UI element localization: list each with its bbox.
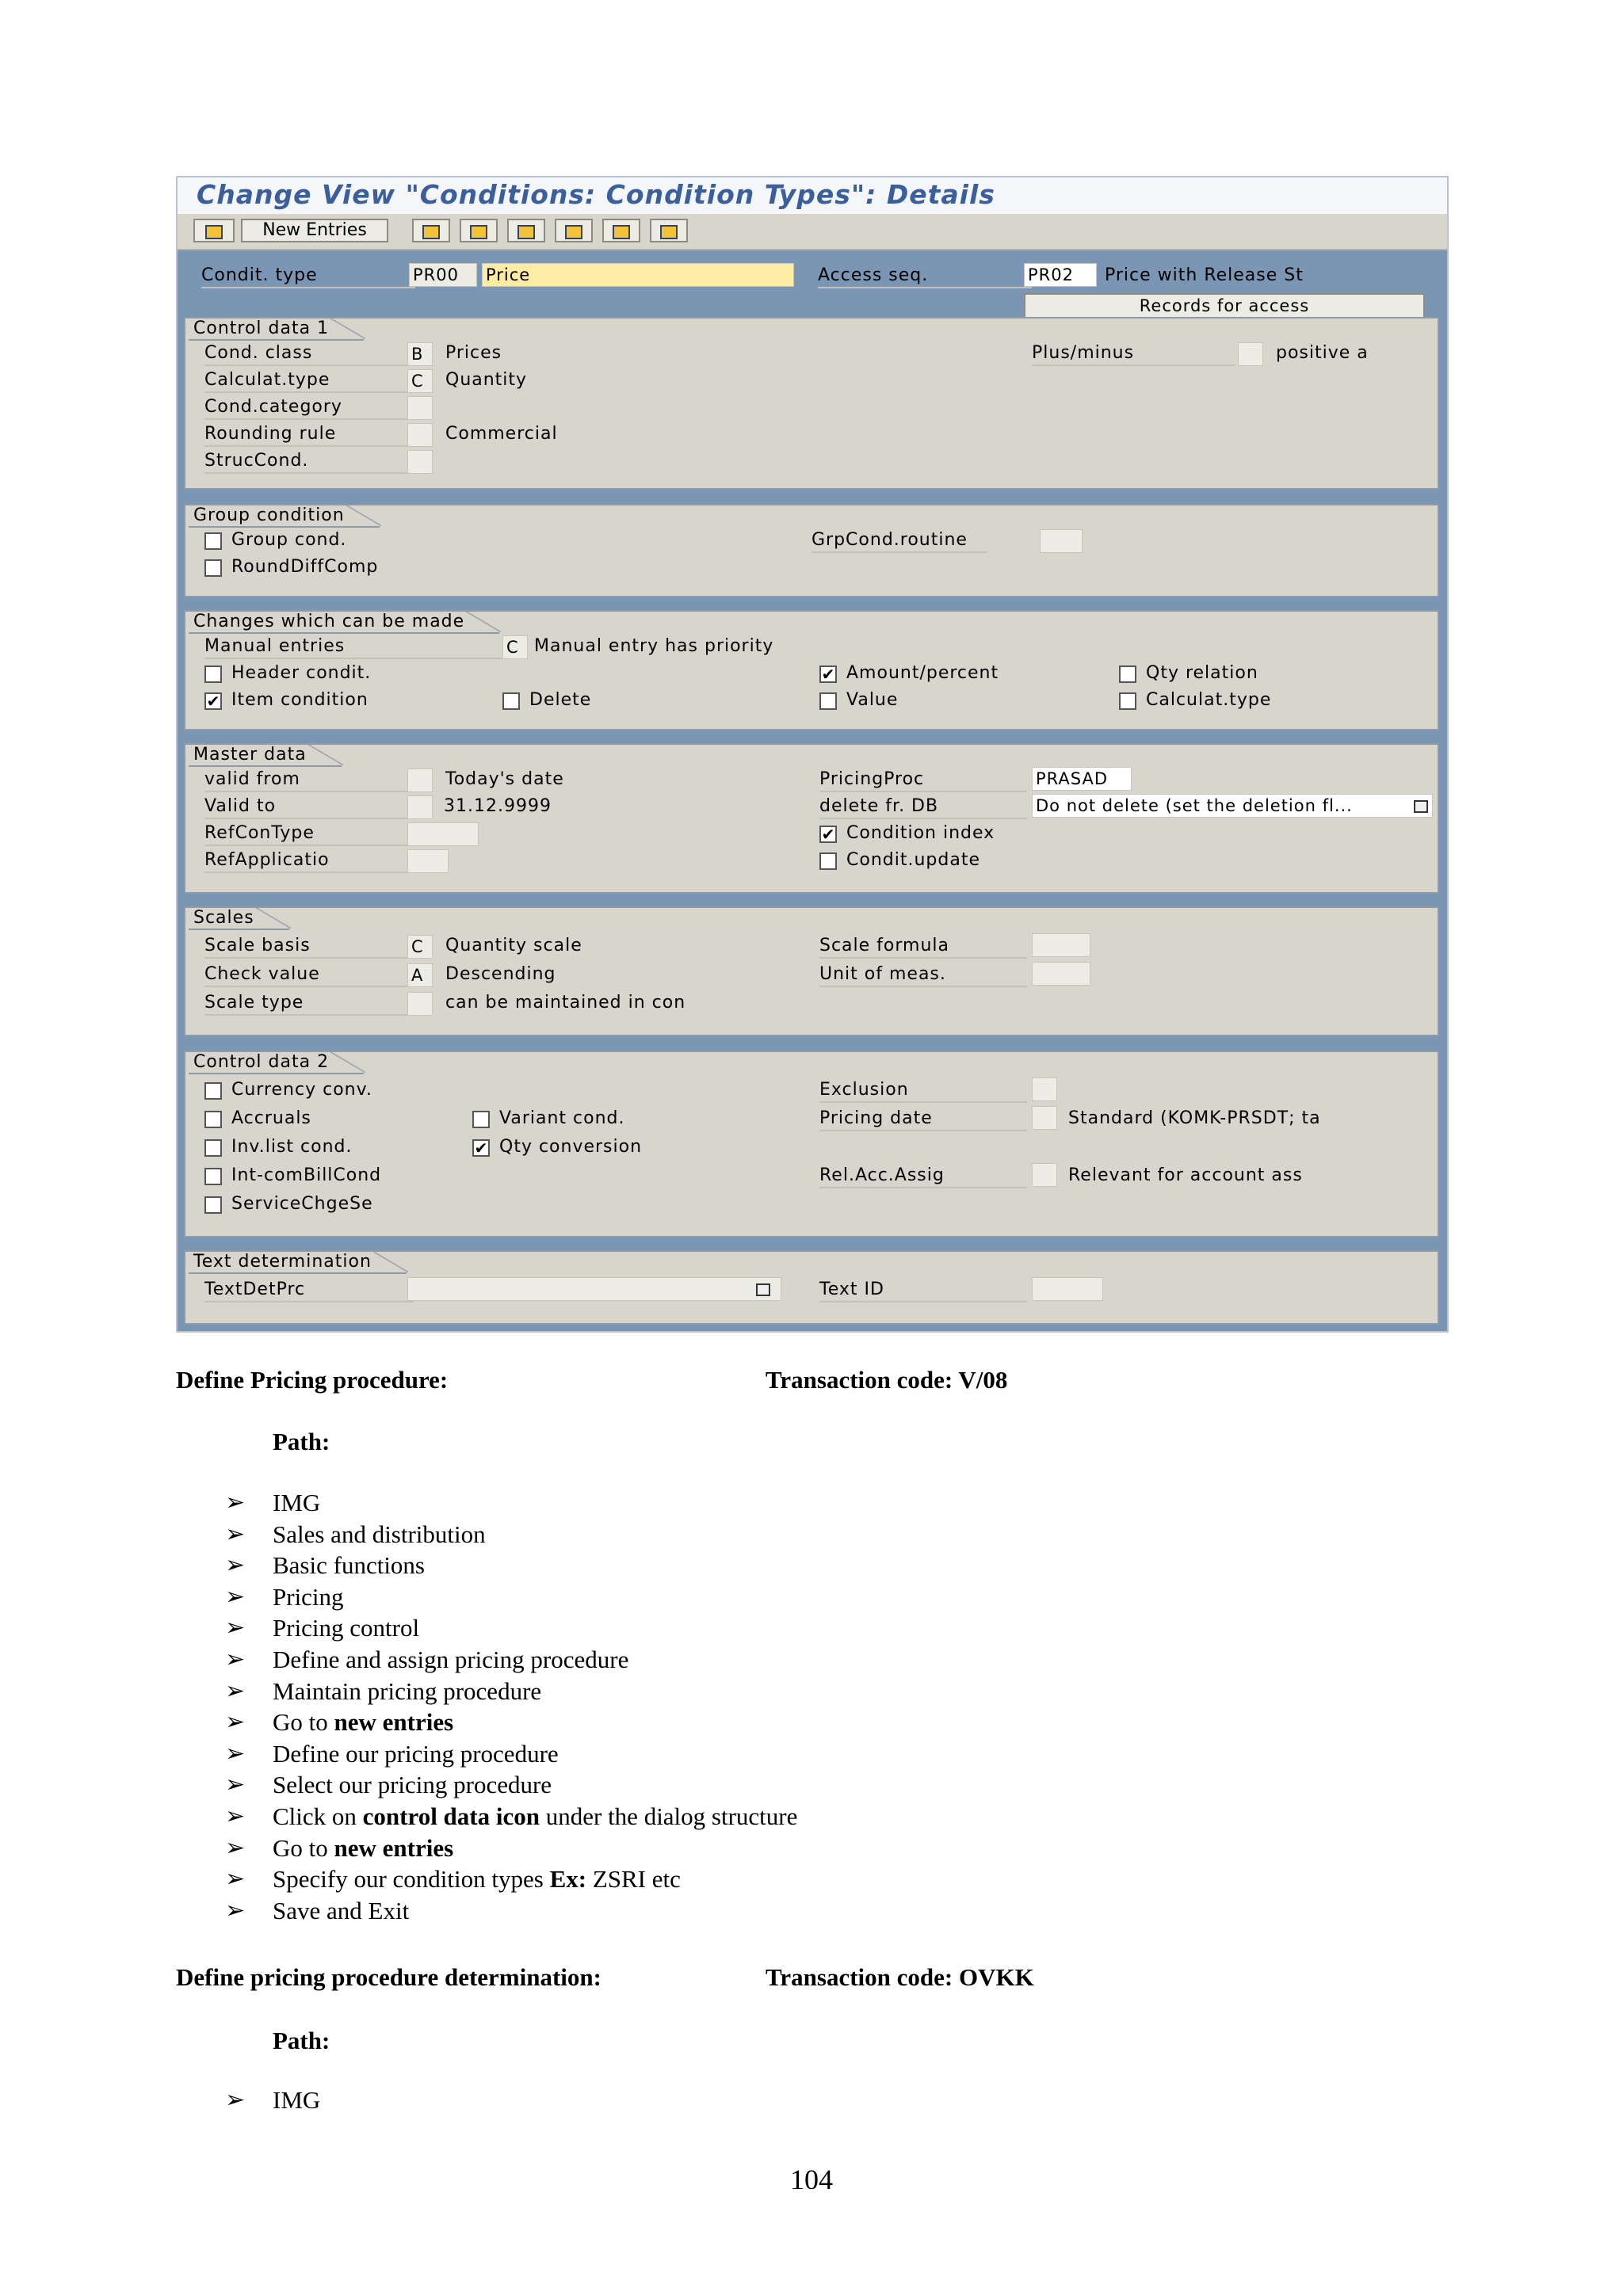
path-step-item — [273, 1520, 486, 1550]
group-title: Changes which can be made — [189, 612, 499, 634]
valid-from-field[interactable] — [407, 769, 433, 792]
valid-to-text: 31.12.9999 — [444, 796, 552, 816]
refcontype-label: RefConType — [204, 822, 414, 846]
path-step-item — [273, 1770, 552, 1800]
manual-entries-label: Manual entries — [204, 635, 509, 659]
text-id-label: Text ID — [819, 1279, 1027, 1302]
delete-fr-db-dropdown[interactable]: Do not delete (set the deletion fl... — [1032, 794, 1433, 818]
header-condit-checkbox[interactable] — [204, 666, 222, 683]
service-chge-se-checkbox[interactable] — [204, 1196, 222, 1214]
new-entries-button[interactable]: New Entries — [241, 219, 388, 242]
previous-entry-button[interactable] — [555, 219, 593, 242]
accruals-checkbox[interactable] — [204, 1111, 222, 1128]
inv-list-cond-checkbox[interactable] — [204, 1139, 222, 1157]
delete-fr-db-label: delete fr. DB — [819, 795, 1027, 819]
condition-type-header — [178, 250, 1447, 315]
scale-basis-label: Scale basis — [204, 935, 414, 959]
valid-from-label: valid from — [204, 769, 414, 792]
bullet-arrow-icon: ➢ — [225, 1677, 246, 1704]
rel-acc-assig-field[interactable] — [1032, 1163, 1057, 1187]
path-step-text: Pricing control — [273, 1614, 420, 1642]
qty-relation-checkbox[interactable] — [1119, 666, 1136, 683]
check-value-field[interactable]: A — [407, 963, 433, 987]
textdetprc-label: TextDetPrc — [204, 1279, 414, 1302]
control-data-2-group — [184, 1051, 1439, 1238]
condit-update-label: Condit.update — [846, 850, 980, 870]
accruals-label: Accruals — [231, 1108, 311, 1128]
bullet-arrow-icon: ➢ — [225, 1615, 246, 1642]
path-step-bold-text: control data icon — [362, 1802, 540, 1830]
master-data-group — [184, 743, 1439, 894]
cond-class-label: Cond. class — [204, 342, 414, 366]
rounding-rule-label: Rounding rule — [204, 423, 414, 447]
path-step-text: IMG — [273, 2086, 321, 2114]
unit-of-meas-label: Unit of meas. — [819, 963, 1027, 987]
valid-to-field[interactable] — [407, 795, 433, 819]
copy-icon — [422, 225, 440, 239]
records-for-access-button[interactable]: Records for access — [1024, 293, 1425, 318]
grpcond-routine-field[interactable] — [1040, 529, 1083, 553]
path-step-text: Maintain pricing procedure — [273, 1676, 542, 1705]
path-step-text: Sales and distribution — [273, 1520, 486, 1548]
condit-type-label: Condit. type — [201, 265, 415, 288]
cond-category-label: Cond.category — [204, 396, 414, 420]
exclusion-label: Exclusion — [819, 1079, 1027, 1103]
calculat-type-label: Calculat.type — [204, 369, 414, 393]
application-toolbar — [178, 214, 1447, 250]
text-id-field[interactable] — [1032, 1277, 1103, 1301]
cond-class-field[interactable]: B — [407, 342, 433, 366]
window-titlebar — [178, 177, 1447, 215]
pencil-glasses-icon — [205, 225, 223, 239]
valid-from-text: Today's date — [445, 769, 564, 789]
item-condition-label: Item condition — [231, 690, 369, 710]
group-cond-label: Group cond. — [231, 530, 347, 550]
calculat-type-checkbox[interactable] — [1119, 692, 1136, 710]
scale-basis-text: Quantity scale — [445, 936, 582, 955]
bullet-arrow-icon: ➢ — [225, 1740, 246, 1767]
path-step-item — [273, 1707, 453, 1737]
group-title: Text determination — [189, 1252, 407, 1274]
path-step-item — [273, 2085, 320, 2115]
plus-minus-field[interactable] — [1238, 342, 1263, 366]
page-number: 104 — [790, 2164, 833, 2195]
path-step-text: Pricing — [273, 1582, 344, 1611]
select-all-button[interactable] — [650, 219, 688, 242]
scales-group — [184, 906, 1439, 1036]
section1-transaction-code: Transaction code: V/08 — [766, 1366, 1008, 1394]
group-condition-group — [184, 504, 1439, 597]
bullet-arrow-icon: ➢ — [225, 1897, 246, 1924]
int-com-bill-cond-checkbox[interactable] — [204, 1168, 222, 1185]
path-step-item — [273, 1645, 628, 1675]
calculat-type-field[interactable]: C — [407, 369, 433, 393]
group-title: Scales — [189, 908, 289, 930]
path-step-item — [273, 1739, 559, 1769]
manual-entries-text: Manual entry has priority — [534, 636, 774, 656]
exclusion-field[interactable] — [1032, 1077, 1057, 1101]
refapplicatio-label: RefApplicatio — [204, 849, 414, 873]
select-all-icon — [660, 225, 678, 239]
cond-class-text: Prices — [445, 343, 502, 363]
bullet-arrow-icon: ➢ — [225, 1646, 246, 1672]
group-title: Master data — [189, 745, 342, 767]
section1-title: Define Pricing procedure: — [176, 1366, 449, 1394]
pricing-date-field[interactable] — [1032, 1106, 1057, 1130]
path-step-item — [273, 1676, 541, 1707]
qty-relation-label: Qty relation — [1146, 663, 1258, 683]
group-cond-checkbox[interactable] — [204, 532, 222, 550]
path-step-text: Go to — [273, 1833, 334, 1862]
condit-type-code-field[interactable]: PR00 — [409, 263, 477, 287]
path-step-text: Click on — [273, 1802, 363, 1830]
path-step-text: Save and Exit — [273, 1896, 410, 1924]
pricingproc-label: PricingProc — [819, 769, 1027, 792]
header-condit-label: Header condit. — [231, 663, 372, 683]
path-step-item — [273, 1550, 425, 1581]
plus-minus-label: Plus/minus — [1032, 342, 1235, 366]
search-help-icon[interactable] — [756, 1283, 770, 1296]
rounding-rule-field[interactable] — [407, 423, 433, 447]
condit-type-name-field[interactable]: Price — [482, 263, 794, 287]
undo-icon — [517, 225, 535, 239]
next-entry-icon — [613, 225, 630, 239]
grpcond-routine-label: GrpCond.routine — [812, 529, 987, 553]
amount-percent-label: Amount/percent — [846, 663, 999, 683]
scale-type-label: Scale type — [204, 992, 414, 1016]
round-diff-comp-label: RoundDiffComp — [231, 557, 379, 577]
refcontype-field[interactable] — [407, 822, 479, 846]
sap-screenshot — [176, 176, 1449, 1333]
variant-cond-label: Variant cond. — [499, 1108, 625, 1128]
struc-cond-field[interactable] — [407, 450, 433, 474]
service-chge-se-label: ServiceChgeSe — [231, 1194, 373, 1214]
calculat-type-check-label: Calculat.type — [1146, 690, 1272, 710]
group-title: Control data 1 — [189, 318, 364, 341]
struc-cond-label: StrucCond. — [204, 450, 414, 474]
bullet-arrow-icon: ➢ — [225, 1520, 246, 1547]
path-step-text: Define and assign pricing procedure — [273, 1646, 629, 1673]
path-step-item — [273, 1896, 409, 1926]
text-determination-group — [184, 1250, 1439, 1325]
path-step-bold-text: new entries — [334, 1833, 454, 1862]
undo-change-button[interactable] — [507, 219, 545, 242]
pricing-date-text: Standard (KOMK-PRSDT; ta — [1068, 1108, 1321, 1128]
bullet-arrow-icon: ➢ — [225, 1583, 246, 1610]
condit-update-checkbox[interactable] — [819, 852, 837, 870]
bullet-arrow-icon: ➢ — [225, 1834, 246, 1861]
condition-index-label: Condition index — [846, 823, 995, 843]
path-step-item — [273, 1582, 344, 1612]
path-step-text-suffix: ZSRI etc — [586, 1865, 681, 1894]
item-condition-checkbox[interactable]: ✔ — [204, 692, 222, 710]
path-step-text: IMG — [273, 1489, 321, 1516]
display-change-button[interactable] — [193, 219, 235, 242]
unit-of-meas-field[interactable] — [1032, 962, 1090, 986]
amount-percent-checkbox[interactable]: ✔ — [819, 666, 837, 683]
path-step-text: Go to — [273, 1708, 334, 1737]
rounding-rule-text: Commercial — [445, 424, 558, 444]
access-seq-label: Access seq. — [818, 265, 1032, 288]
scale-type-text: can be maintained in con — [445, 993, 686, 1013]
bullet-arrow-icon: ➢ — [225, 1709, 246, 1736]
rel-acc-assig-text: Relevant for account ass — [1068, 1165, 1303, 1185]
pricingproc-field[interactable]: PRASAD — [1032, 767, 1132, 791]
check-value-label: Check value — [204, 963, 414, 987]
section1-path-label: Path: — [273, 1428, 330, 1455]
delete-icon — [470, 225, 487, 239]
path-step-text: Basic functions — [273, 1551, 425, 1580]
plus-minus-text: positive a — [1276, 343, 1369, 363]
path-step-item — [273, 1488, 320, 1518]
path-step-bold-text: Ex: — [549, 1865, 587, 1894]
bullet-arrow-icon: ➢ — [225, 1552, 246, 1579]
scale-type-field[interactable] — [407, 992, 433, 1016]
valid-to-label: Valid to — [204, 795, 414, 819]
path-step-item — [273, 1833, 453, 1863]
calculat-type-text: Quantity — [445, 370, 528, 390]
access-seq-description: Price with Release St — [1105, 265, 1304, 285]
refapplicatio-field[interactable] — [407, 849, 449, 873]
bullet-arrow-icon: ➢ — [225, 1803, 246, 1829]
delete-label: Delete — [529, 690, 592, 710]
path-step-bold-text: new entries — [334, 1708, 454, 1737]
check-value-text: Descending — [445, 964, 556, 984]
path-step-text: Select our pricing procedure — [273, 1771, 552, 1799]
section2-title: Define pricing procedure determination: — [176, 1963, 601, 1991]
variant-cond-checkbox[interactable] — [472, 1111, 490, 1128]
textdetprc-field[interactable] — [407, 1277, 781, 1301]
path-step-item — [273, 1613, 419, 1643]
condition-index-checkbox[interactable]: ✔ — [819, 826, 837, 843]
qty-conversion-checkbox[interactable]: ✔ — [472, 1139, 490, 1157]
pricing-date-label: Pricing date — [819, 1108, 1027, 1131]
scale-formula-field[interactable] — [1032, 933, 1090, 957]
qty-conversion-label: Qty conversion — [499, 1137, 643, 1157]
bullet-arrow-icon: ➢ — [225, 1866, 246, 1893]
int-com-bill-cond-label: Int-comBillCond — [231, 1165, 382, 1185]
delete-button[interactable] — [460, 219, 498, 242]
section2-path-label: Path: — [273, 2027, 330, 2054]
manual-entries-field[interactable]: C — [502, 635, 528, 659]
bullet-arrow-icon: ➢ — [225, 2087, 246, 2113]
previous-entry-icon — [565, 225, 582, 239]
next-entry-button[interactable] — [602, 219, 640, 242]
bullet-arrow-icon: ➢ — [225, 1772, 246, 1798]
currency-conv-label: Currency conv. — [231, 1080, 372, 1100]
path-step-item — [273, 1864, 681, 1894]
inv-list-cond-label: Inv.list cond. — [231, 1137, 353, 1157]
window-title: Change View "Conditions: Condition Types": Details — [197, 179, 995, 210]
round-diff-comp-checkbox[interactable] — [204, 559, 222, 577]
group-title: Group condition — [189, 505, 380, 528]
dropdown-icon[interactable] — [1414, 800, 1428, 813]
rel-acc-assig-label: Rel.Acc.Assig — [819, 1165, 1027, 1188]
bullet-arrow-icon: ➢ — [225, 1489, 246, 1516]
currency-conv-checkbox[interactable] — [204, 1082, 222, 1100]
access-seq-code-field[interactable]: PR02 — [1024, 263, 1097, 287]
value-checkbox[interactable] — [819, 692, 837, 710]
path-step-text: Define our pricing procedure — [273, 1739, 559, 1768]
scale-basis-field[interactable]: C — [407, 935, 433, 959]
group-title: Control data 2 — [189, 1052, 364, 1074]
control-data-1-group — [184, 317, 1439, 490]
section2-transaction-code: Transaction code: OVKK — [766, 1963, 1034, 1991]
path-step-text: Specify our condition types — [273, 1865, 550, 1894]
delete-checkbox[interactable] — [502, 692, 520, 710]
path-step-item — [273, 1802, 797, 1832]
path-step-text-suffix: under the dialog structure — [539, 1802, 798, 1830]
cond-category-field[interactable] — [407, 396, 433, 420]
scale-formula-label: Scale formula — [819, 935, 1027, 959]
value-label: Value — [846, 690, 899, 710]
changes-group — [184, 610, 1439, 730]
copy-as-button[interactable] — [412, 219, 450, 242]
